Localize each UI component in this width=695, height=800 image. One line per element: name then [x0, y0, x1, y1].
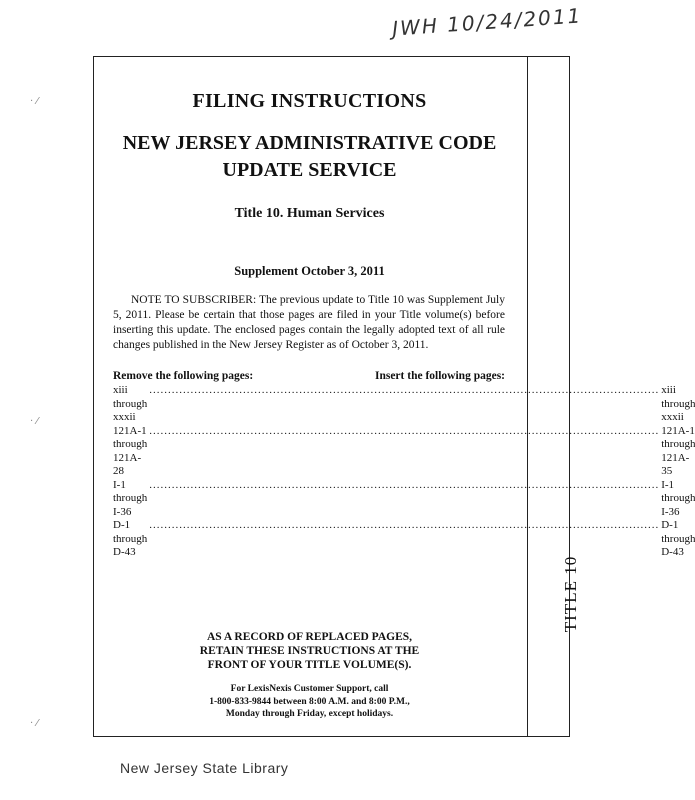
handwritten-annotation: JWH 10/24/2011	[391, 3, 583, 41]
insert-pages: D-1 through D-43	[661, 519, 695, 558]
table-row	[113, 424, 695, 479]
remove-pages: 121A-1 through 121A-28	[113, 424, 148, 477]
support-line: 1-800-833-9844 between 8:00 A.M. and 8:00 P.M.,	[209, 696, 410, 707]
subscriber-note: NOTE TO SUBSCRIBER: The previous update to Title 10 was Supplement July 5, 2011. Please be certain that those pages are filed in your Title volume(s) before inserting this update. The enclosed pages contain the legally adopted text of all rule changes published in the New Jersey Register as of October 3, 2011.	[113, 294, 505, 351]
record-line: AS A RECORD OF REPLACED PAGES,	[206, 631, 413, 643]
scan-mark: · ⁄	[30, 718, 39, 729]
customer-support-info	[93, 683, 526, 721]
tab-label: TITLE 10	[561, 555, 580, 633]
remove-pages: I-1 through I-36	[113, 478, 148, 518]
library-stamp: New Jersey State Library	[120, 760, 289, 776]
insert-pages: xiii through xxxii	[661, 384, 695, 423]
pages-table-header	[113, 370, 505, 382]
table-row	[113, 519, 695, 560]
dot-leader: ........................................................................................................................................	[149, 424, 660, 437]
dot-leader: ........................................................................................................................................	[149, 384, 660, 396]
record-line: FRONT OF YOUR TITLE VOLUME(S).	[207, 659, 412, 671]
dot-leader: ........................................................................................................................................	[149, 478, 660, 491]
support-line: For LexisNexis Customer Support, call	[230, 684, 389, 694]
remove-pages: xiii through xxxii	[113, 384, 148, 423]
record-instructions	[93, 630, 526, 672]
remove-pages: D-1 through D-43	[113, 519, 148, 558]
pages-table	[113, 384, 695, 560]
insert-pages: 121A-1 through 121A-35	[661, 424, 695, 477]
title-subtitle: Title 10. Human Services	[234, 206, 385, 221]
record-line: RETAIN THESE INSTRUCTIONS AT THE	[199, 645, 420, 657]
page-title: NEW JERSEY ADMINISTRATIVE CODE UPDATE SERVICE	[122, 132, 497, 181]
remove-heading: Remove the following pages:	[113, 370, 254, 382]
dot-leader: ........................................................................................................................................	[149, 519, 660, 531]
insert-pages: I-1 through I-36	[661, 478, 695, 518]
insert-heading: Insert the following pages:	[374, 370, 505, 382]
table-row	[113, 478, 695, 520]
page-heading: FILING INSTRUCTIONS	[192, 90, 427, 112]
support-line: Monday through Friday, except holidays.	[225, 709, 394, 719]
table-row	[113, 384, 695, 425]
supplement-date: Supplement October 3, 2011	[234, 264, 385, 278]
scan-mark: · ⁄	[30, 416, 39, 427]
scan-mark: · ⁄	[30, 96, 39, 107]
